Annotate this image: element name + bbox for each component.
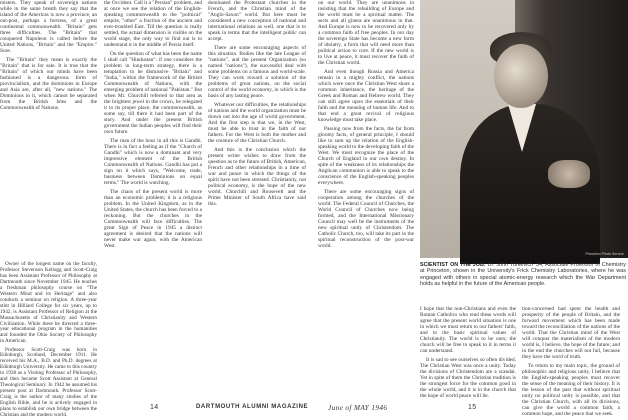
magazine-name-footer: DARTMOUTH ALUMNI MAGAZINE — [196, 404, 309, 410]
paragraph: The chaos of the present world is more than an economic problem; it is a religious problem. In the United Kingdom, as in the United States, the church has been forced to a reckoning. But the churches in the Commonwealth will face difficulties. The great Sign of Peace in 1945 a distinct agreement is desired that the nations will never make war again, with the American West. — [104, 188, 202, 250]
paragraph: misters. They speak of sovereign nations while in the same breath they say that the island of the Americas is now a province, an out-post, perhaps a fortress, of a great continental commonwealth. "Britain" gets three difficulties. The "Britain" that conquered Napoleon is called before the United Nations, "Britain" and the "Empire." Sure. — [0, 0, 97, 55]
caption-text: Dr. John Turkevich '34, Associate Professor of Chemistry at Princeton, shown in the University's Frick Chemistry Laboratories, where he was engaged with others in special atomic-energy research which the War Department holds as helpful in the future of the American people. — [420, 262, 626, 287]
author-bio — [0, 261, 97, 419]
issue-month: June — [328, 404, 344, 412]
paragraph: on our world. They are unanimous in insisting that the rebuilding of Europe and the world must be a spiritual matter. The sects and all ginera are unanimous in that. And Europe is now to be recovered only by a common faith of free peoples. In our day the sovereign State has become a new form of idolatry, a form that will need more than political action to cure. If the new world is to live at peace, it must recover the faith of the Christian world. — [318, 0, 414, 67]
photo-figure-hand — [548, 160, 590, 188]
article-column-4 — [318, 0, 414, 400]
photo-credit: Princeton Photo Service — [585, 252, 624, 256]
paragraph: And this is the conclusion which the present writer wishes to draw from the question as to the future of British, American, French and other relationships in a time of war and peace in which the things of the spirit have not been stressed. Christianity, not political economy, is the hope of the new world. Churchill and Roosevelt and the Prime Minister of South Africa have said this. — [208, 146, 306, 207]
paragraph: And even though Russia and America remain in a mighty conflict, the nations which were once the Christian West share a common inheritance, the heritage of the Greek and Roman and Hebrew world. They can still agree upon the essentials of their faith and the meaning of human life. And to that end a great revival of religious knowledge must take place. — [318, 69, 414, 124]
paragraph: The man of the hour in all this is Gandhi. There is in fact a feeling as if the "Church of Gandhi" which is now a dominant and very impressive element of the British Commonwealth of Nations. Gandhi has put a sign on it which says, "Welcome, trade, business between Dominions on equal terms." The world is watching. — [104, 138, 202, 187]
paragraph: dominated the Protestant churches in the French, and the Christian mind of the "Anglo-Saxon" world. But here must be considered a new conception of national and international relations as well, one that is to speak in terms that the intelligent public can accept. — [208, 0, 306, 43]
paragraph: Whatever our difficulties, the relationships of nations and the world organization must be drawn out into the age of world government. And the first step is that we, in the West, must be able to trust in the faith of our fathers. For the West is both the mother and the creature of the Christian Church. — [208, 101, 306, 145]
paragraph: There are some encouraging signs of cooperation among the churches of the world. The Federal Council of Churches, the World Council of Churches now being formed, and the International Missionary Council may well be the instruments of the new spiritual unity of Christendom. The Catholic Church, too, will take its part in the spiritual reconstruction of the post-war world. — [318, 188, 414, 250]
paragraph: On the question of what has been the name I shall call "Hindustan": if one considers the problem in long-term strategy, there is a temptation to be dismissive "Britain" and "India," within the framework of the British Commonwealth of Nations, with the emerging problem of national "Pakistan." But when Mr. Churchill referred to that area as the brightest jewel in the crown, he relegated it to its proper place, the commonwealth, as some say, till there it had been part of the story. And under the present British government the Indian peoples will find their own future. — [104, 50, 203, 136]
caption-lead: SCIENTIST ON THE JOB: — [420, 262, 486, 268]
article-column-6 — [522, 306, 620, 418]
article-column-5 — [420, 306, 516, 400]
article-column-3 — [208, 0, 306, 400]
paragraph: tion-concerned had spent the health and prosperity of the people of Britain, and the forward movement which has been made toward the reconciliation of the nations of the world. That the Christian mind of the West will conquer the materialism of the modern world is, I believe, the hope of the future; and in the end the churches will not fail, because they have the word of truth. — [522, 306, 620, 361]
paragraph: I hope that the non-Christians and even the Roman Catholics who read these words will agree that the present world situation is one in which we must return to our fathers' faith, and to the basic spiritual values of Christianity. The world is to be ours; the church will be free to speak to it in terms it can understand. — [420, 306, 516, 355]
article-column-2 — [104, 0, 202, 400]
bio-paragraph: Professor Scott-Craig was born in Edinburgh, Scotland, December 1911. He received his M.A., B.D. and Ph.D. degrees at Edinburgh University. He came to this country in 1938 as a Visiting Professor of Philosophy, and then became Scott Assistant at General Theological Seminary. In 1942 he assumed his present post at Dartmouth. Professor Scott-Craig is the author of many studies of the English Bible, and he is actively engaged in plans to establish our own bridge between the Christian and the modern world. — [0, 346, 97, 419]
scientist-photo — [420, 0, 628, 258]
photo-caption — [420, 262, 626, 302]
article-column-1 — [0, 0, 97, 256]
issue-rest: of MAY 1946 — [345, 404, 388, 412]
paragraph: It is sad to see ourselves so often divided. The Christian West was once a unity. Today the divisions of Christendom are a scandal. Yet in spite of them the Christian tradition is the strongest force for the common good in the whole world, and it is in the church that the hope of world peace will lie. — [420, 356, 516, 400]
page-number-right: 15 — [468, 404, 477, 411]
issue-date-footer — [328, 404, 387, 412]
page-number-left: 14 — [150, 404, 159, 411]
bio-paragraph: Owner of the longest name on the faculty, Professor Stevenson Kellogg and Scott-Craig has been Assistant Professor of Philosophy at Dartmouth since November 1945. He teaches a freshman philosophy course on "The Western Mind and its Heritage" and also conducts a seminar on religion. A three-year stint in Hilliard College for six years, up to 1942, is Assistant Professor of Religion at the Massachusetts of Christianity and Western Civilization. While there he directed a three-year educational program in the humanities and founded the Ohio Society of Philosophy in American. — [0, 261, 97, 345]
photo-figure-head — [494, 44, 548, 108]
paragraph: the Occident. Call it a "Persian" problem, and at once we see the relation of the English-speaking commonwealth to the "political" empire, "other" a fraction of the ancient and ever-troubled East. Till the question is really settled, the actual dimension is visible on the world stage, the only way to find out is to understand it in the middle of Persia itself. — [104, 0, 202, 49]
paragraph: To return to my main topic, the ground of philosophic and religious unity, I believe that the English-speaking peoples must recover the sense of the meaning of their history. It is the lesson of the past that without spiritual unity no political unity is possible, and that the Christian Church, with all its divisions, can give the world a common faith, a common hope, and the peace that we seek. — [522, 362, 620, 418]
paragraph: The "Britain" they mean is exactly the "Britain" that is for sale. It is true that the "Britain" of which our minds have been fashioned is a dangerous form of provincialism, and the dominions in Europe and Asia are, after all, "new nations." The Dominions in it, which cannot be separated from the British Isles and the Commonwealth of Nations. — [0, 56, 97, 112]
paragraph: There are some encouraging aspects of this situation. Bodies like the late League of "nations", and the present Organization (so named "nations"), the successful deal with some problems on a famous and world-scale. They can work toward a solution of the problems of great nations, on the social control of the world economy, in which is the basis of any lasting peace. — [208, 44, 306, 100]
paragraph: Passing now from the facts, the far from gloomy facts, of general principle, I should like to sum up the relation of the English-speaking world to the developing faith of the West. We must recognize the place of the Church of England in our own destiny. In spite of the weakness of its relationships the Anglican communion is able to speak to the conscience of the English-speaking peoples everywhere. — [318, 125, 415, 187]
